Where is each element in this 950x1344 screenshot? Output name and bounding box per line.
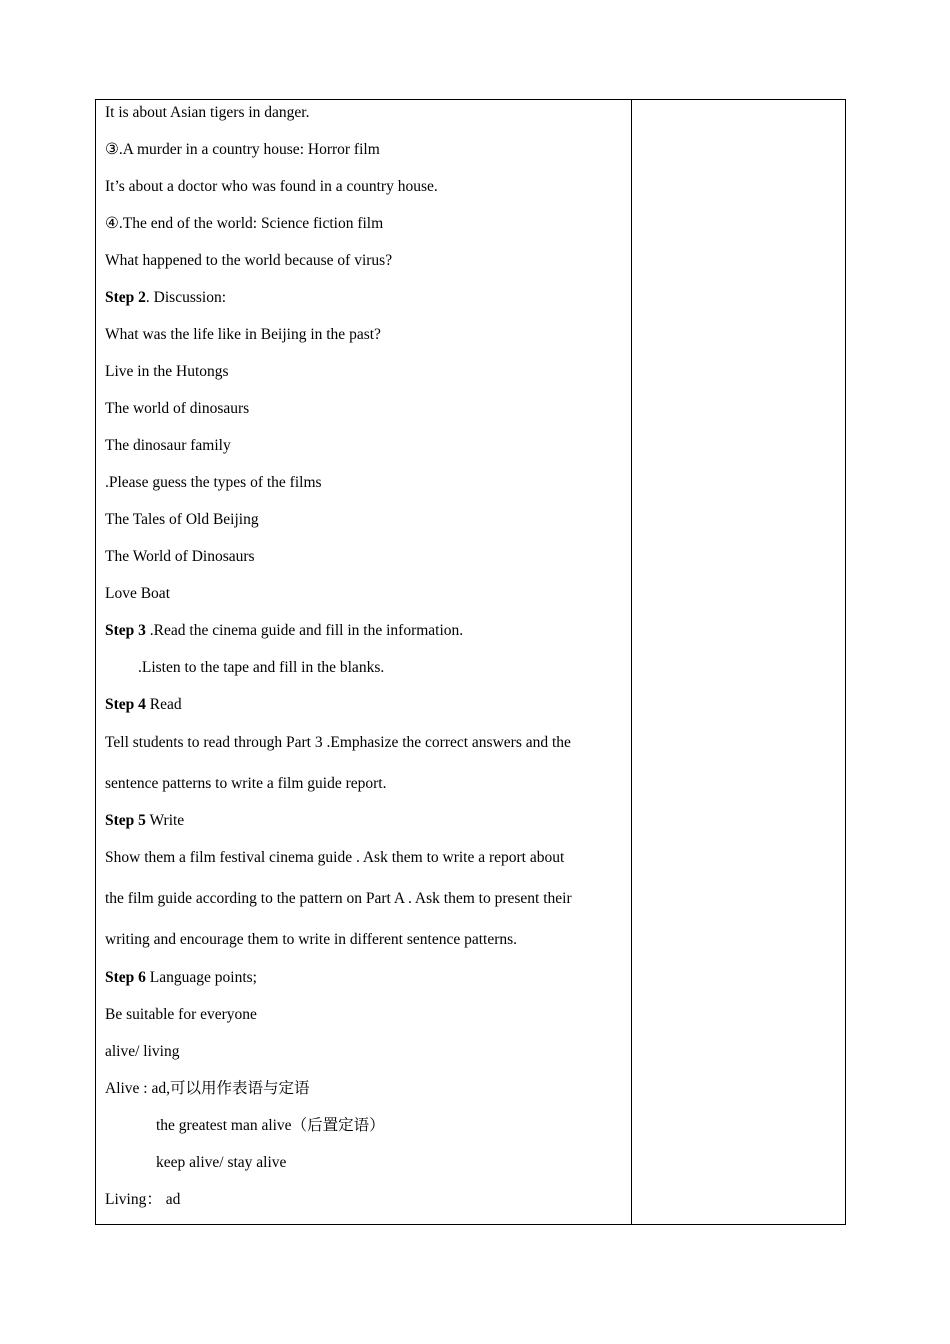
step-label: Step 2 — [105, 289, 146, 306]
text-line: the greatest man alive（后置定语） — [156, 1117, 385, 1134]
step-label: Step 6 — [105, 969, 146, 986]
procedure-cell — [96, 100, 631, 1224]
text-line: .Listen to the tape and fill in the blanks. — [138, 659, 385, 676]
step-title: . Discussion: — [145, 289, 227, 306]
text-line: keep alive/ stay alive — [156, 1154, 287, 1171]
text-line: The world of dinosaurs — [105, 400, 250, 417]
step-label: Step 4 — [105, 696, 146, 713]
text-line: What happened to the world because of virus? — [105, 252, 393, 269]
text-line: What was the life like in Beijing in the past? — [105, 326, 381, 343]
step-title: Language points; — [145, 969, 257, 986]
step-label: Step 3 — [105, 622, 146, 639]
text-line: Live in the Hutongs — [105, 363, 229, 380]
text-line: The Tales of Old Beijing — [105, 511, 259, 528]
step-heading — [105, 288, 226, 308]
text-line: ③.A murder in a country house: Horror film — [105, 141, 380, 158]
text-line: ④.The end of the world: Science fiction film — [105, 215, 384, 232]
text-line: .Please guess the types of the films — [105, 474, 322, 491]
step-title: .Read the cinema guide and fill in the information. — [145, 622, 464, 639]
step-title: Write — [145, 812, 185, 829]
lesson-plan-table — [95, 99, 846, 1225]
step-label: Step 5 — [105, 812, 146, 829]
step-heading — [105, 811, 184, 831]
text-line: It’s about a doctor who was found in a country house. — [105, 178, 438, 195]
step-heading — [105, 621, 463, 641]
text-line: Show them a film festival cinema guide . Ask them to write a report about — [105, 849, 565, 866]
step-title: Read — [145, 696, 182, 713]
text-line: Be suitable for everyone — [105, 1006, 257, 1023]
text-line: the film guide according to the pattern on Part A . Ask them to present their — [105, 890, 572, 907]
step-heading — [105, 695, 182, 715]
text-line: Love Boat — [105, 585, 170, 602]
text-line: Tell students to read through Part 3 .Emphasize the correct answers and the — [105, 734, 571, 751]
text-line: writing and encourage them to write in different sentence patterns. — [105, 931, 518, 948]
text-line: Living： ad — [105, 1191, 181, 1208]
text-line: sentence patterns to write a film guide report. — [105, 775, 387, 792]
text-line: alive/ living — [105, 1043, 180, 1060]
text-line: It is about Asian tigers in danger. — [105, 104, 310, 121]
text-line: The dinosaur family — [105, 437, 231, 454]
text-line: Alive : ad,可以用作表语与定语 — [105, 1080, 310, 1097]
step-heading — [105, 968, 257, 988]
text-line: The World of Dinosaurs — [105, 548, 255, 565]
notes-cell — [632, 100, 845, 1224]
